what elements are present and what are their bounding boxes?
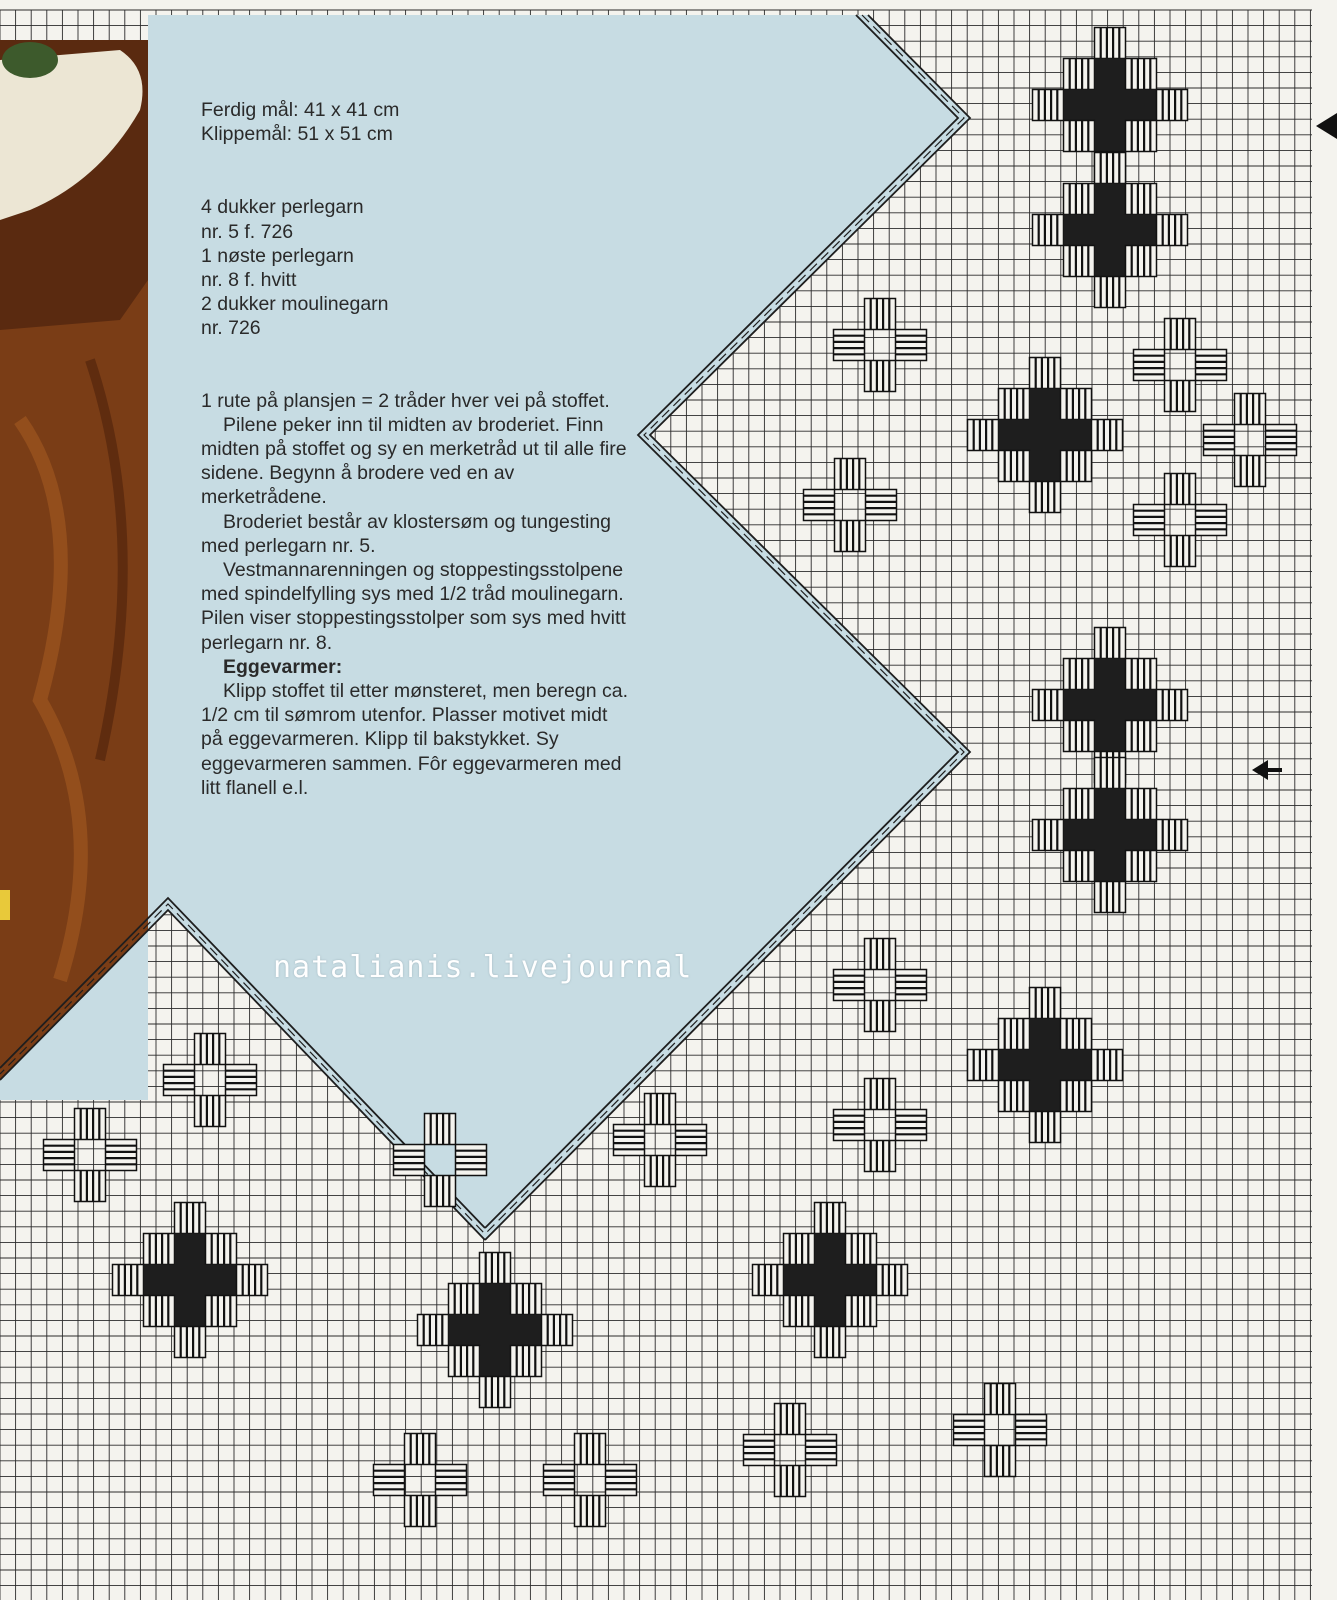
instruction-paragraph: 1 rute på plansjen = 2 tråder hver vei på stoffet. xyxy=(201,389,610,412)
material-line: nr. 8 f. hvitt xyxy=(201,269,297,292)
watermark: natalianis.livejournal xyxy=(273,950,693,985)
egg-cozy-heading: Eggevarmer: xyxy=(223,655,343,678)
material-line: 1 nøste perlegarn xyxy=(201,244,354,267)
egg-cozy-text: Klipp stoffet til etter mønsteret, men beregn ca. 1/2 cm til sømrom utenfor. Plasser motivet midt på eggevarmeren. Klipp til bakstykket. Sy eggevarmeren sammen. Fôr eggevarmeren med litt flanell e.l. xyxy=(201,680,628,799)
size-finished: Ferdig mål: 41 x 41 cm xyxy=(201,99,400,121)
material-line: 2 dukker moulinegarn xyxy=(201,293,389,316)
instructions-text xyxy=(201,98,631,800)
material-line: nr. 726 xyxy=(201,317,261,340)
instruction-paragraph: Pilene peker inn til midten av broderiet. Finn midten på stoffet og sy en merketråd ut til alle fire sidene. Begynn å brodere ved en av merketrådene. xyxy=(201,413,627,509)
size-cut: Klippemål: 51 x 51 cm xyxy=(201,123,393,146)
material-line: nr. 5 f. 726 xyxy=(201,220,294,243)
instruction-paragraph: Vestmannarenningen og stoppestingsstolpene med spindelfylling sys med 1/2 tråd moulinegarn. Pilen viser stoppestingsstolper som sys med hvitt perlegarn nr. 8. xyxy=(201,559,626,654)
instruction-paragraph: Broderiet består av klostersøm og tungesting med perlegarn nr. 5. xyxy=(201,510,612,557)
material-line: 4 dukker perlegarn xyxy=(201,196,364,219)
